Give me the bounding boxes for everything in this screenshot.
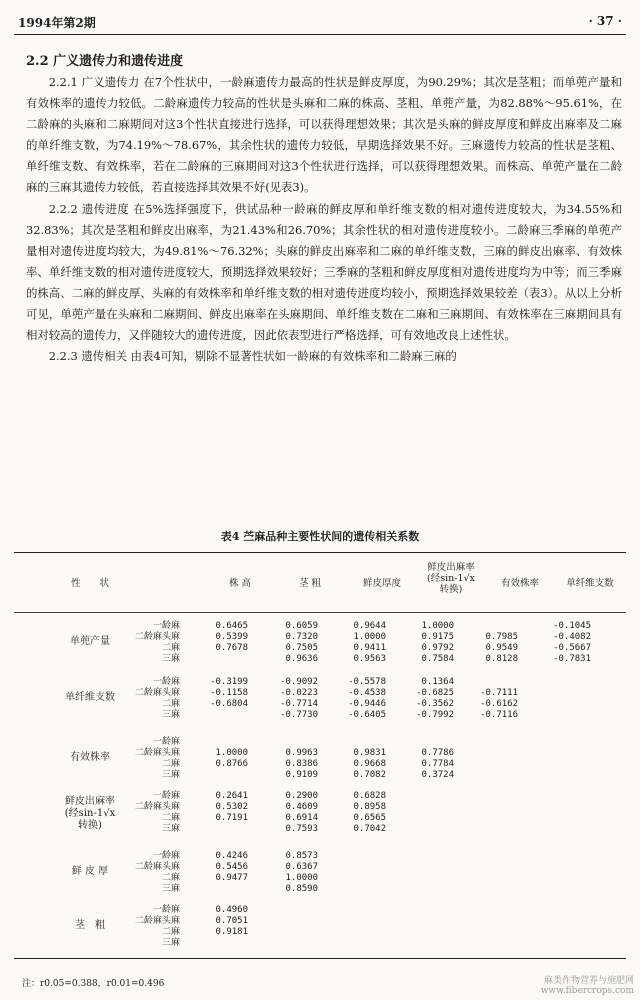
correlation-value: 0.4960 [215, 905, 248, 915]
season-label: 二麻 [161, 759, 180, 769]
correlation-value: 0.9411 [353, 643, 386, 653]
watermark: 麻类作物营养与施肥网 www.fibercrops.com [540, 976, 634, 996]
correlation-value: 0.9477 [215, 873, 248, 883]
correlation-value: 0.6367 [285, 862, 318, 872]
paragraph-genetic-advance: 2.2.2 遗传进度 在5%选择强度下，供试品种一龄麻的鲜皮厚和单纤维支数的相对遗传进度较大，为34.55%和32.83%；其次是茎粗和鲜皮出麻率，为21.43%和26.70%；其余性状的相对遗传进度较小。二龄麻三季麻的单蔸产量相对遗传进度均较大，为49.81%～76.32%；头麻的鲜皮出麻率和二麻的单纤维支数，三麻的鲜皮出麻率、有效株率、单纤维支数的相对遗传进度较大，预期选择效果较好；三季麻的茎粗和鲜皮厚度相对遗传进度均为中等；而三季麻的株高、二麻的鲜皮厚、头麻的有效株率和单纤维支数的相对遗传进度均较小，预期选择效果较差（表3）。从以上分析可见，单蔸产量在头麻和二麻期间、鲜皮出麻率在头麻期间、单纤维支数在二麻和三麻期间、有效株率在三麻期间具有相对较高的遗传力，又伴随较大的遗传进度，因此依表型进行严格选择，可有效地改良上述性状。 [26, 201, 622, 343]
season-label: 二龄麻头麻 [134, 688, 180, 698]
correlation-value: -0.1158 [210, 688, 248, 698]
correlation-value: 0.6828 [353, 791, 386, 801]
correlation-value: 0.7584 [421, 654, 454, 664]
season-label: 三麻 [161, 770, 180, 780]
season-label: 三麻 [161, 938, 180, 948]
season-label: 二龄麻头麻 [134, 862, 180, 872]
correlation-value: -0.1045 [553, 621, 591, 631]
correlation-value: 0.9181 [215, 927, 248, 937]
header-fiber-rate: 鲜皮出麻率 (经sin-1√x 转换) [427, 562, 475, 595]
season-label: 二龄麻头麻 [134, 802, 180, 812]
table-note: 注：r0.05=0.388，r0.01=0.496 [22, 979, 165, 989]
season-label: 一龄麻 [152, 737, 180, 747]
season-label: 二麻 [161, 643, 180, 653]
correlation-value: 0.7784 [421, 759, 454, 769]
correlation-value: 0.6914 [285, 813, 318, 823]
correlation-value: 0.8386 [285, 759, 318, 769]
season-label: 二麻 [161, 873, 180, 883]
paragraph-heritability: 2.2.1 广义遗传力 在7个性状中，一龄麻遗传力最高的性状是鲜皮厚度，为90.29%；其次是茎粗；而单蔸产量和有效株率的遗传力较低。二龄麻遗传力较高的性状是头麻和二麻的株高、茎粗、单蔸产量，为82.88%～95.61%，在二龄麻的头麻和二麻期间对这3个性状直接进行选择，可以获得理想效果；其次是头麻的鲜皮厚度和鲜皮出麻率及二麻的单纤维支数，为74.19%～78.67%，其余性状的遗传力较低，早期选择效果不好。三麻遗传力较高的性状是茎粗、单纤维支数、有效株率，若在二龄麻的三麻期间对这3个性状进行选择，可以获得理想效果。而株高、单蔸产量在二龄麻的三麻其遗传力较低，若直接选择其效果不好(见表3)。 [26, 75, 622, 195]
correlation-value: 0.8128 [485, 654, 518, 664]
correlation-value: 0.3724 [421, 770, 454, 780]
correlation-value: -0.7111 [480, 688, 518, 698]
correlation-value: 0.2641 [215, 791, 248, 801]
table-header-rule [14, 612, 626, 613]
correlation-value: 0.8958 [353, 802, 386, 812]
correlation-value: 0.7082 [353, 770, 386, 780]
correlation-value: -0.5578 [348, 677, 386, 687]
header-rule [14, 34, 626, 35]
correlation-value: -0.5667 [553, 643, 591, 653]
correlation-value: 0.7786 [421, 748, 454, 758]
correlation-value: 0.9792 [421, 643, 454, 653]
correlation-value: -0.9446 [348, 699, 386, 709]
correlation-value: -0.7116 [480, 710, 518, 720]
correlation-value: -0.4082 [553, 632, 591, 642]
trait-label: 单蔸产量 [70, 636, 110, 647]
header-effective-rate: 有效株率 [500, 578, 539, 589]
correlation-value: -0.7831 [553, 654, 591, 664]
correlation-value: -0.6825 [416, 688, 454, 698]
correlation-value: 0.7320 [285, 632, 318, 642]
correlation-value: 1.0000 [285, 873, 318, 883]
correlation-value: 0.4246 [215, 851, 248, 861]
correlation-value: 0.7593 [285, 824, 318, 834]
season-label: 一龄麻 [152, 905, 180, 915]
section-title: 2.2 广义遗传力和遗传进度 [26, 54, 184, 69]
correlation-value: 0.6465 [215, 621, 248, 631]
correlation-value: 0.9831 [353, 748, 386, 758]
season-label: 三麻 [161, 824, 180, 834]
correlation-value: 0.8590 [285, 884, 318, 894]
correlation-value: 0.7505 [285, 643, 318, 653]
correlation-value: 0.8766 [215, 759, 248, 769]
trait-label: 茎 粗 [75, 920, 105, 931]
paragraph-genetic-correlation: 2.2.3 遗传相关 由表4可知，剔除不显著性状如一龄麻的有效株率和二龄麻三麻的 [48, 349, 457, 364]
correlation-value: -0.3562 [416, 699, 454, 709]
correlation-value: -0.0223 [280, 688, 318, 698]
correlation-value: 0.9668 [353, 759, 386, 769]
correlation-value: -0.6162 [480, 699, 518, 709]
header-trait: 性 状 [70, 578, 109, 589]
correlation-value: 0.5302 [215, 802, 248, 812]
season-label: 三麻 [161, 884, 180, 894]
correlation-value: -0.4538 [348, 688, 386, 698]
page-number: · 37 · [588, 14, 622, 28]
correlation-value: 0.7678 [215, 643, 248, 653]
correlation-value: 0.9644 [353, 621, 386, 631]
correlation-value: -0.6804 [210, 699, 248, 709]
correlation-value: -0.9092 [280, 677, 318, 687]
season-label: 一龄麻 [152, 791, 180, 801]
correlation-value: 0.7191 [215, 813, 248, 823]
correlation-value: -0.7730 [280, 710, 318, 720]
trait-label: 鲜皮出麻率 (经sin-1√x 转换) [64, 796, 116, 831]
season-label: 一龄麻 [152, 677, 180, 687]
season-label: 二龄麻头麻 [134, 632, 180, 642]
correlation-value: 0.7985 [485, 632, 518, 642]
trait-label: 有效株率 [70, 752, 110, 763]
table-top-rule [14, 552, 626, 553]
season-label: 二麻 [161, 927, 180, 937]
correlation-value: 0.9636 [285, 654, 318, 664]
table-bottom-rule [14, 958, 626, 959]
season-label: 二龄麻头麻 [134, 748, 180, 758]
correlation-value: 0.9549 [485, 643, 518, 653]
table-caption: 表4 苎麻品种主要性状间的遗传相关系数 [220, 530, 420, 543]
correlation-value: 1.0000 [421, 621, 454, 631]
header-plant-height: 株 高 [228, 578, 252, 589]
correlation-value: 0.8573 [285, 851, 318, 861]
trait-label: 鲜 皮 厚 [71, 866, 109, 877]
season-label: 三麻 [161, 654, 180, 664]
body-text [26, 72, 622, 367]
correlation-value: 0.4609 [285, 802, 318, 812]
trait-label: 单纤维支数 [65, 692, 115, 703]
correlation-value: 0.7042 [353, 824, 386, 834]
season-label: 二麻 [161, 813, 180, 823]
header-stem-diameter: 茎 粗 [298, 578, 322, 589]
season-label: 一龄麻 [152, 851, 180, 861]
correlation-value: -0.7992 [416, 710, 454, 720]
season-label: 三麻 [161, 710, 180, 720]
season-label: 二麻 [161, 699, 180, 709]
correlation-value: 1.0000 [353, 632, 386, 642]
correlation-value: 0.9563 [353, 654, 386, 664]
correlation-value: 0.5399 [215, 632, 248, 642]
correlation-value: 1.0000 [215, 748, 248, 758]
correlation-value: 0.1364 [421, 677, 454, 687]
correlation-value: -0.3199 [210, 677, 248, 687]
season-label: 一龄麻 [152, 621, 180, 631]
correlation-value: 0.9963 [285, 748, 318, 758]
header-fiber-count: 单纤维支数 [566, 578, 614, 589]
season-label: 二龄麻头麻 [134, 916, 180, 926]
correlation-value: 0.9175 [421, 632, 454, 642]
correlation-value: 0.6565 [353, 813, 386, 823]
journal-issue: 1994年第2期 [18, 16, 96, 30]
correlation-value: 0.2900 [285, 791, 318, 801]
correlation-value: 0.5456 [215, 862, 248, 872]
correlation-value: 0.9109 [285, 770, 318, 780]
correlation-value: -0.7714 [280, 699, 318, 709]
correlation-value: -0.6405 [348, 710, 386, 720]
header-bark-thickness: 鲜皮厚度 [362, 578, 401, 589]
correlation-value: 0.7051 [215, 916, 248, 926]
correlation-value: 0.6059 [285, 621, 318, 631]
